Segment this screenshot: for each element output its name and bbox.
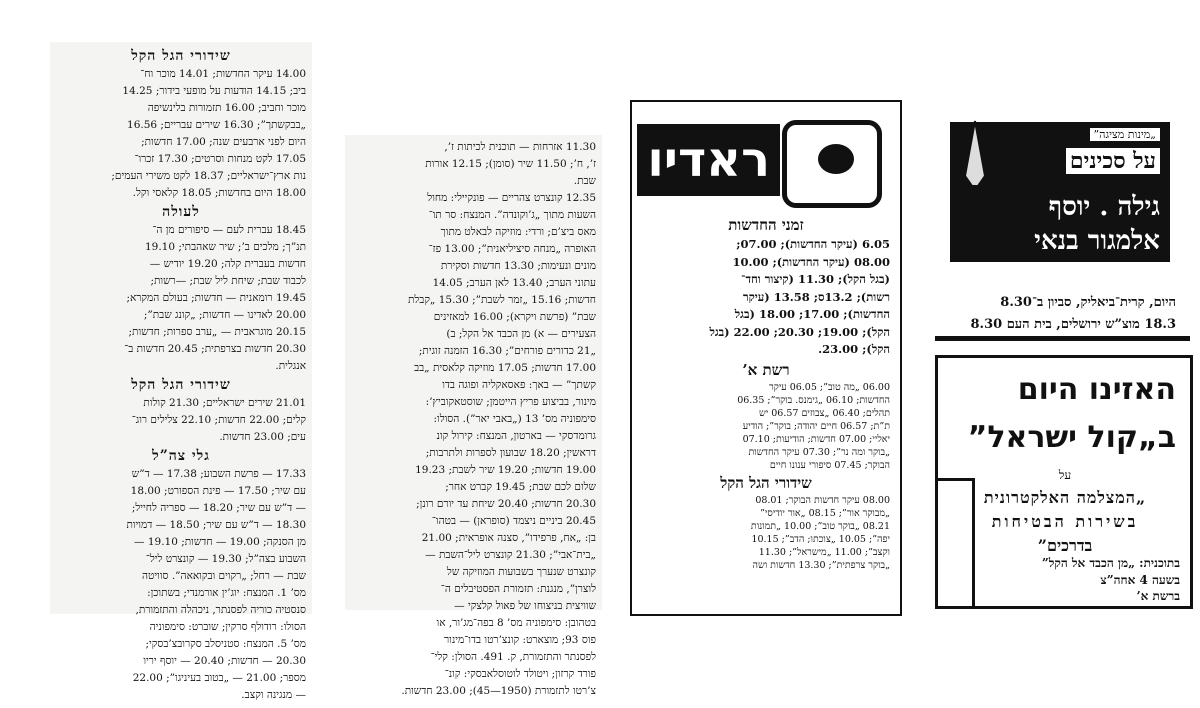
ad-topic-3: בדרכים”	[1037, 536, 1093, 555]
clipping-text-block	[345, 135, 602, 704]
section-network-a: רשת א’	[742, 360, 790, 379]
speaker-dot-icon	[818, 144, 854, 174]
ad-presenter: „מינות מציגה”	[1090, 128, 1160, 141]
text-line: פוס 93; מוצארט: קונצ’רטו בדו־מינור	[444, 634, 596, 646]
text-line: גרומדסקי — בארטון, המנצח: קירול קונ	[436, 430, 596, 442]
text-line: 19.45 רומאנית — חדשות; בעולם המקרא;	[126, 292, 306, 304]
schedule-line: רשות); 13.2ס; 13.58 (עיקר	[742, 289, 890, 304]
text-line: עם שיר; 17.50 — פינת הספורט; 18.00	[130, 485, 306, 497]
network-a-grid	[642, 381, 890, 472]
text-line: חדשות; 15.16 „זמר לשבת”; 15.30 „קבלת	[407, 294, 596, 306]
text-line: לפסנתר והתזמורת, ק. 491. הסולן: קלי־	[430, 651, 596, 663]
ad-showtime-2: 18.3 מוצ”ש ירושלים, בית העם 8.30	[970, 317, 1176, 332]
radio-logo-word: ראדיו	[637, 124, 780, 196]
text-line: לוצרן”, מנגנת: תזמורת הפסטיבלים ה־	[440, 583, 596, 595]
schedule-line: „מבוקר אור”; 08.15 „אור יודיסי”	[760, 507, 890, 519]
text-line: אנגלית.	[275, 360, 306, 372]
news-times-list	[642, 236, 890, 359]
text-line: היום לפני ארבעים שנה; 17.00 חדשות;	[141, 136, 306, 148]
text-line: בטהובן: סימפוניה מס’ 8 בפה־מג’ור, או	[436, 617, 596, 629]
text-line: נות ארץ־ישראליים; 18.37 לקט משירי העמים;	[111, 170, 306, 182]
ad-topic-1: „המצלמה האלקטרונית	[983, 488, 1147, 507]
schedule-line: תהלים; 06.40 „צבוזים 06.57 יש	[758, 407, 890, 419]
schedule-line: (בגל הקל); 11.30 (קיצור וחד־	[741, 272, 890, 286]
text-line: 21.01 שירים ישראליים; 21.30 קולות	[143, 397, 306, 409]
schedule-line: וקצב”; 11.00 „מישראל”; 11.30	[758, 546, 890, 558]
schedule-line: החדשות; 06.10 „גימנס. בוקר”; 06.35	[737, 394, 890, 406]
text-line: 18.45 עברית לעם — סיפורים מן ה־	[152, 224, 306, 236]
text-line: — מנגינה וקצב.	[241, 689, 306, 701]
text-line: קלים; 22.00 חדשות; 22.10 צלילים רוג־	[131, 414, 306, 426]
radio-body	[642, 214, 890, 572]
text-line: שוויצית בניצוחו של פאול קלצקי —	[454, 600, 596, 612]
theatre-advertisement	[935, 96, 1190, 346]
text-line: ביב; 14.15 הודעות על מופעי בידור; 14.25	[122, 85, 306, 97]
column-clipping-2	[345, 135, 602, 697]
text-line: עים; 23.00 חדשות.	[219, 431, 306, 443]
schedule-line: 06.00 „מה טוב”; 06.05 עיקר	[769, 381, 890, 393]
text-line: האופרה „מנחה סיציליאנית”; 13.00 פז־	[428, 243, 596, 255]
ad-frame-corner	[938, 478, 975, 609]
clipping-text-block	[50, 42, 312, 708]
radio-logo	[642, 114, 890, 200]
ad-showtime-1: היום, קרית־ביאליק, סביון ב־8.30	[1000, 295, 1176, 310]
ad-title: על סכינים	[1066, 148, 1160, 174]
schedule-line: „בוקר צרפתית”; 13.30 חדשות ושה	[752, 559, 890, 571]
text-line: 20.30 חדשות בצרפתית; 20.45 חדשות ב־	[124, 343, 306, 355]
text-line: מס’ 1. המנצח: יוג’ין אורמנדי; בשתוכן:	[147, 587, 306, 599]
ad-on: על	[1058, 468, 1072, 482]
schedule-line: הבוקר; 07.45 סיפורי ענונו חיים	[769, 459, 890, 471]
text-line: שלום לכם שבת; 19.45 קברט אחר;	[445, 481, 596, 493]
text-line: דראשין; 18.20 שבועון לספרות ולתרבות;	[425, 447, 596, 459]
section-heading: לעולה	[162, 204, 200, 220]
ad-network: ברשת א’	[1136, 589, 1180, 603]
text-line: 20.30 — חדשות; 20.40 — יוסף יריו	[143, 655, 306, 667]
schedule-line: ת”ת; 06.57 חיים יהודה; בוקר”; הודיע	[742, 420, 890, 432]
text-line: שבת — רחל; „רקוים ובקואאה”. סוויטה	[142, 570, 306, 582]
text-line: שבת” (פרשת ויקרא); 16.00 למאזינים	[433, 311, 596, 323]
text-line: 17.00 חדשות; 17.05 מוזיקה קלאסית „בב	[414, 362, 596, 374]
text-line: 14.00 עיקר החדשות; 14.01 מוכר וח־	[140, 68, 306, 80]
text-line: 20.45 ביניים ניצמד (סופראן) — בטהו־	[431, 515, 596, 527]
text-line: השבוע בצה”ל; 19.30 — קונצרט ליל־	[145, 553, 306, 565]
text-line: 12.35 קונצרט צהריים — פונקיילי: מחול	[427, 192, 596, 204]
ad-cast-line-2: אלמגור בנאי	[1034, 226, 1160, 256]
radio-schedule-box	[630, 100, 902, 616]
text-line: 20.30 חדשות; 20.40 שיחת עד יורם רונן;	[416, 498, 596, 510]
section-heading: גלי צה”ל	[152, 448, 210, 464]
ad-time: בשעה 4 אחה”צ	[1100, 573, 1180, 587]
light-wave-grid	[642, 494, 890, 572]
text-line: מספר; 21.00 — „בטוב בעיניגו”; 22.00	[132, 672, 306, 684]
ad-rule	[935, 336, 1190, 341]
schedule-line: 08.00 (עיקר החדשות); 10.00	[732, 254, 890, 269]
text-line: שבת.	[573, 175, 596, 187]
text-line: מן הסנקה; 19.00 — חדשות; 19.10 —	[133, 536, 306, 548]
schedule-line: יאליי; 07.00 חדשות; הודיעות; 07.10	[742, 433, 890, 445]
text-line: סימפוניה מס’ 13 („באבי יאר”). הסולו:	[433, 413, 596, 425]
text-line: „בבקשתך”; 16.30 שירים עבריים; 16.56	[127, 119, 306, 131]
text-line: 19.00 חדשות; 19.20 שיר לשבת; 19.23	[415, 464, 596, 476]
text-line: פורד קרזון; ויטולד לוטוסלאבסקי: קונ־	[444, 668, 596, 680]
text-line: מאס ביצ’ם; ורדי: מוזיקה לבאלט מתוך	[440, 226, 596, 238]
text-line: „בית־אבי”; 21.30 קונצרט ליל־השבת —	[425, 549, 596, 561]
text-line: 11.30 אזרחות — תוכנית לכיתות ז’,	[444, 141, 596, 153]
section-heading: שידורי הגל הקל	[131, 377, 231, 393]
text-line: מינור, בביצוע פריץ הייטמן; שוסטאקוביץ’:	[425, 396, 596, 408]
section-heading: שידורי הגל הקל	[131, 48, 231, 64]
text-line: 18.00 היום בחדשות; 18.05 קלאסי וקל.	[132, 187, 306, 199]
schedule-line: החדשות); 17.00; 18.00 (בגל	[734, 307, 890, 321]
text-line: 17.33 — פרשת השבוע; 17.38 — ד”ש	[131, 468, 306, 480]
text-line: — ד”ש עם שיר; 18.20 — ספריה לחייל;	[131, 502, 306, 514]
news-times-title: זמני החדשות	[728, 216, 804, 234]
text-line: צ’רטו לתזמורת (1950—45); 23.00 חדשות.	[401, 685, 596, 697]
schedule-line: 08.21 „בוקר טוב”; 10.00 „תמונות	[750, 520, 890, 532]
schedule-line: „בוקר ומה נר”; 07.30 עיקר החדשות	[748, 446, 890, 458]
text-line: 20.00 לאדינו — חדשות; „קונג שבת”;	[143, 309, 306, 321]
text-line: הסולו: רודולף סרקין; שוברט: סימפוניה	[149, 621, 306, 633]
text-line: לכבוד שבת; שיחת ליל שבת; —רשות;	[150, 275, 306, 287]
text-line: בן: „אח, פרפידו”, סצנה אופראית; 21.00	[421, 532, 596, 544]
knife-icon	[960, 116, 990, 266]
text-line: השעות מתוך „ג’וקונדה”. המנצח: סר תו־	[428, 209, 596, 221]
column-clipping-1	[50, 42, 312, 701]
ad-program: בתוכנית: „מן הכבד אל הקל”	[1041, 556, 1180, 570]
text-line: קונצרט שנערך בשבועות המוזיקה של	[446, 566, 596, 578]
ad-topic-2: בשירות הבטיחות	[991, 512, 1139, 531]
text-line: ז’, ח’; 11.50 שיר (סומן); 12.15 אורות	[425, 158, 596, 170]
text-line: הצעירים — א) מן הכבד אל הקל; ב)	[446, 328, 596, 340]
ad-headline-1: האזינו היום	[1017, 372, 1176, 407]
schedule-line: יפה”; 10.05 „צוכתו; הדב”; 10.15	[751, 533, 890, 545]
schedule-line: 6.05 (עיקר החדשות); 07.00;	[736, 237, 890, 251]
text-line: תנ”ך; מלכים ב’; שיר שאהבתי; 19.10	[144, 241, 306, 253]
text-line: 20.15 מוגראבית — „ערב ספרות; חדשות;	[128, 326, 306, 338]
text-line: מס’ 5. המנצח: סטניסלב סקרובצ’בסקי;	[145, 638, 306, 650]
text-line: חדשות בעברית קלה; 19.20 יודיש —	[149, 258, 306, 270]
kol-israel-advertisement	[935, 355, 1193, 609]
text-line: מונים ונעימות; 13.30 חדשות וסקירת	[440, 260, 596, 272]
text-line: עתוני הערב; 13.40 לאן הערב; 14.05	[432, 277, 596, 289]
text-line: „21 כדורים פורחים”; 16.30 הזמנה זוגית;	[418, 345, 596, 357]
schedule-line: הקל); 23.00.	[818, 342, 890, 356]
ad-headline-2: ב„קול ישראל”	[967, 420, 1176, 455]
schedule-line: 08.00 עיקר חדשות הבוקר; 08.01	[755, 494, 890, 506]
text-line: 17.05 לקט מנחות וסרטים; 17.30 זכרו־	[134, 153, 306, 165]
text-line: סנסטיה כוריה לפסנתר, ניכהלה והתזמורת,	[135, 604, 306, 616]
text-line: 18.30 — ד”ש עם שיר; 18.50 — דמויות	[126, 519, 306, 531]
section-light-wave: שידורי הגל הקל	[720, 473, 812, 492]
schedule-line: הקל); 19.00; 20.30; 22.00 (בגל	[709, 324, 890, 339]
text-line: מוכר וחביב; 16.00 תזמורות בלינשיפה	[147, 102, 306, 114]
text-line: קשתך” — באך: פאסאקליה ופוגה בדו	[442, 379, 596, 391]
ad-cast-line-1: גילה . יוסף	[1048, 192, 1160, 222]
